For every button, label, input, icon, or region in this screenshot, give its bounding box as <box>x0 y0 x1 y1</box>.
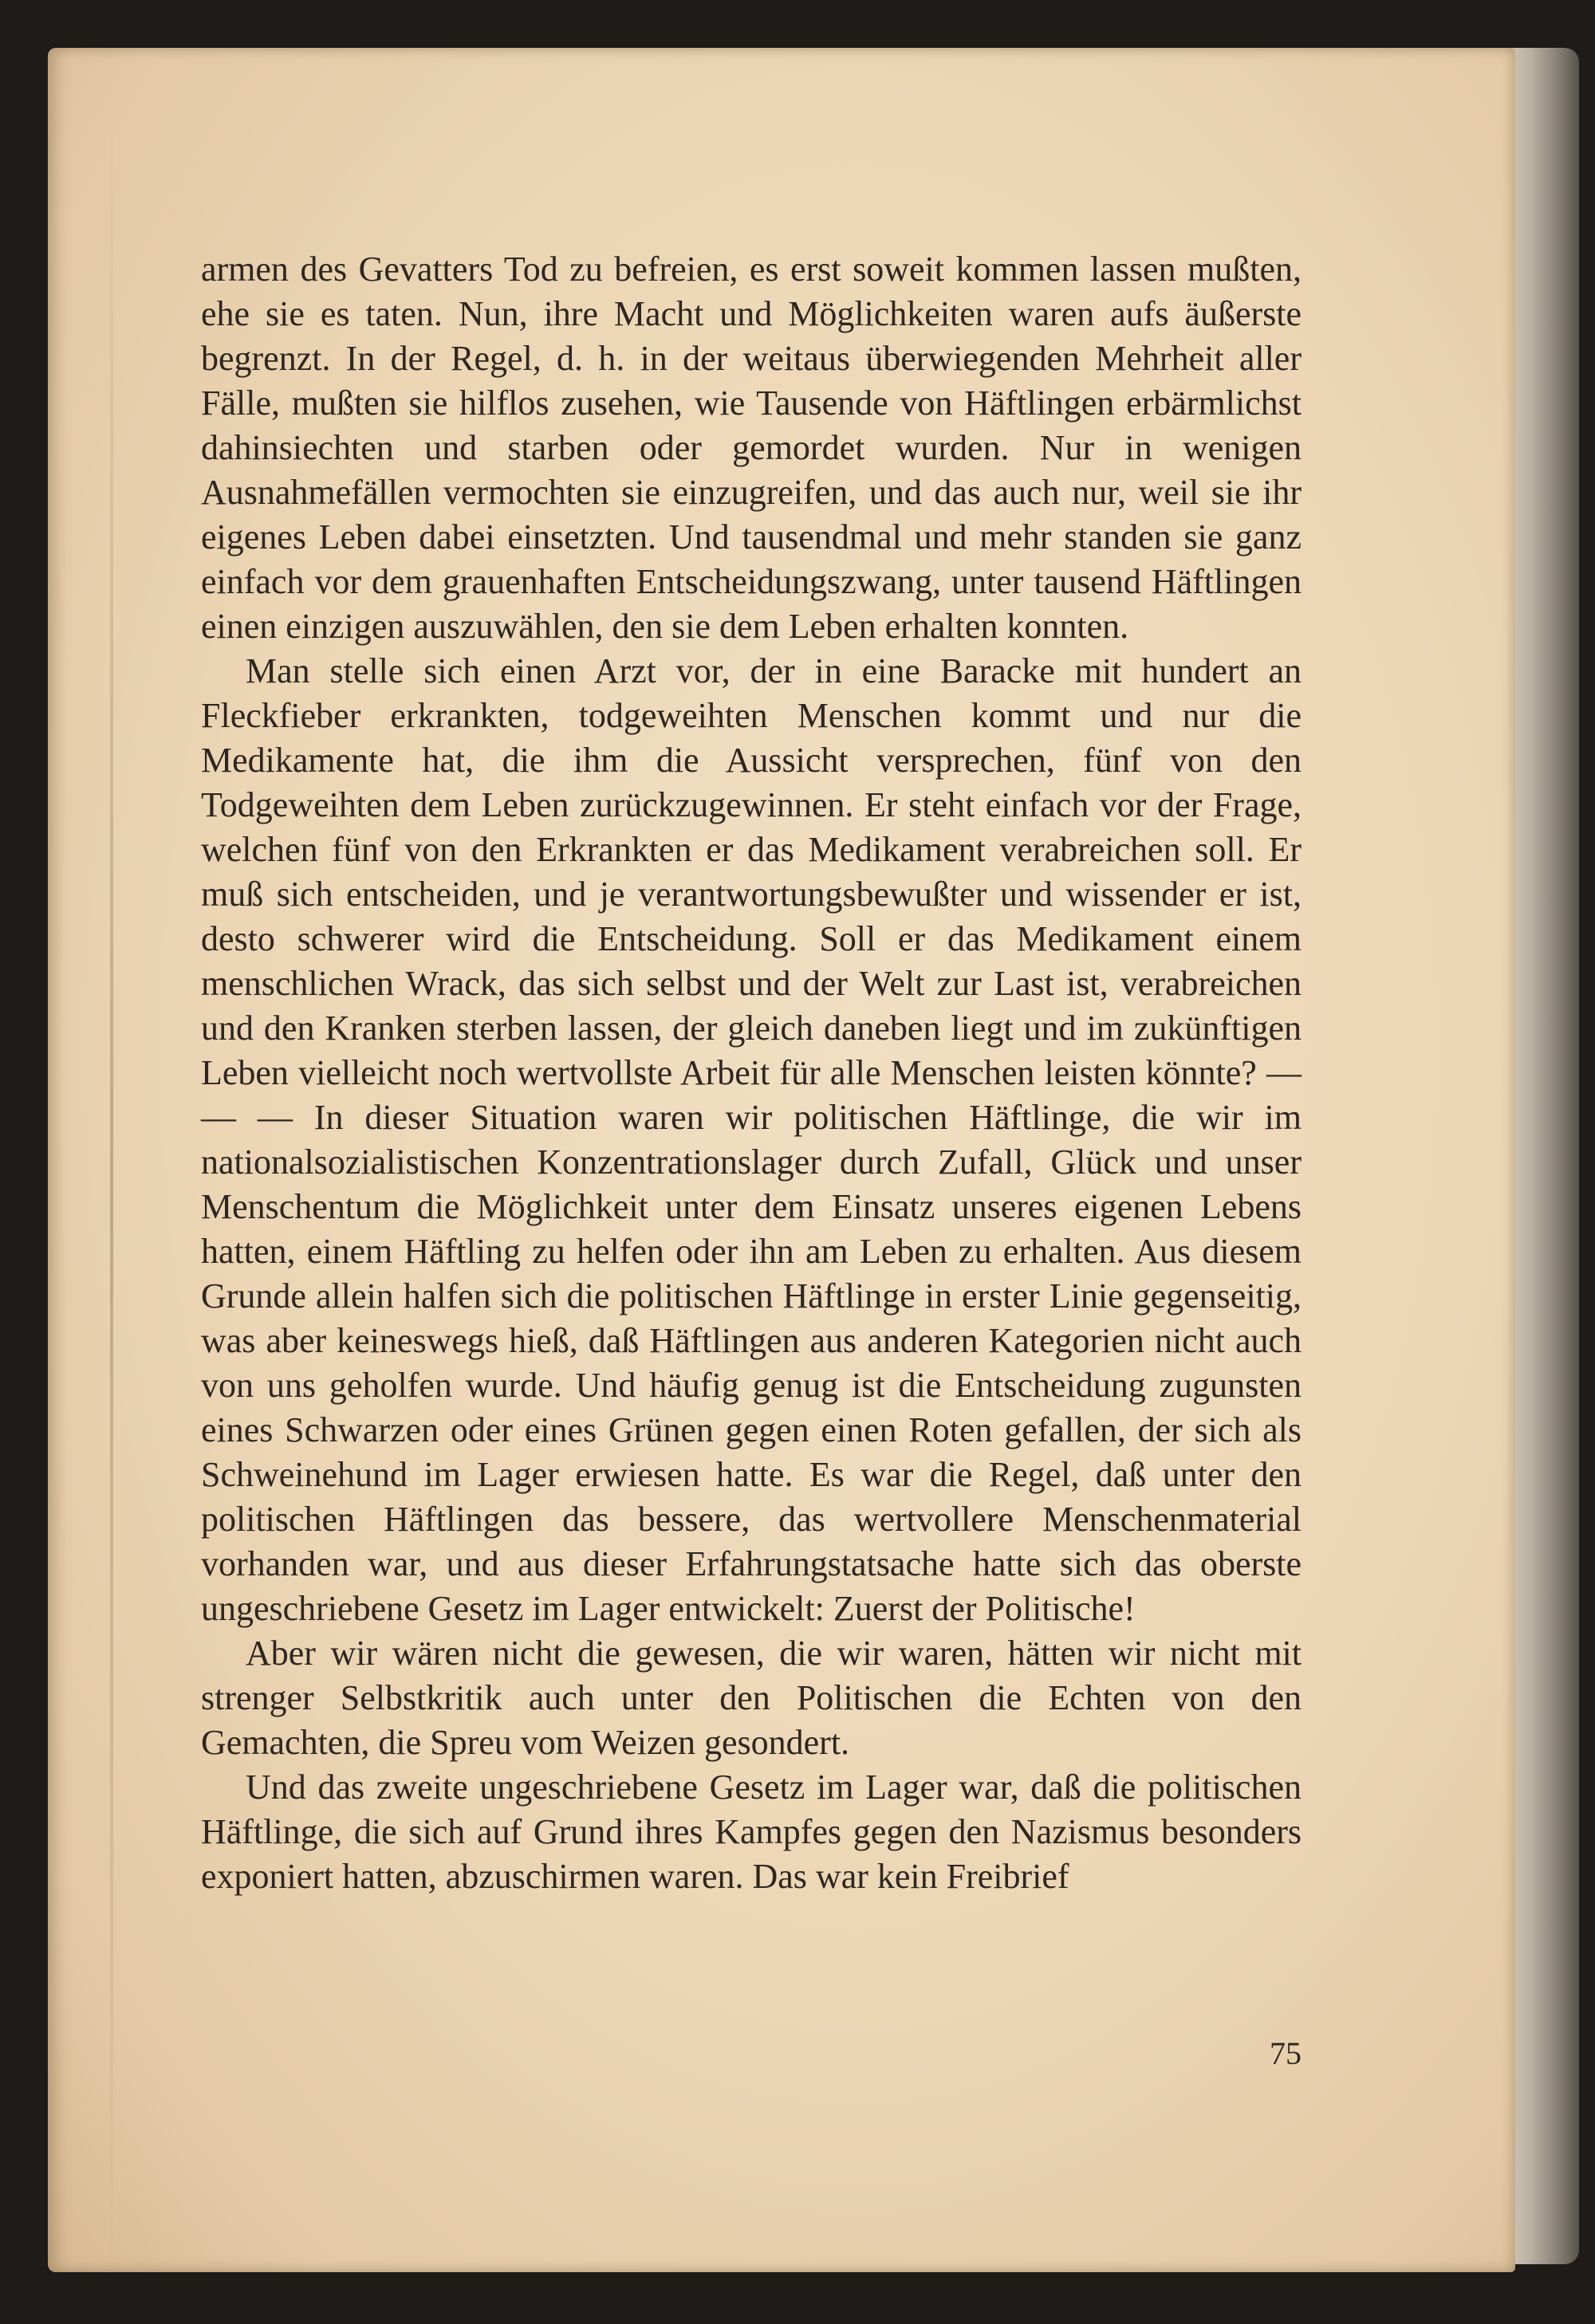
paragraph-3: Aber wir wären nicht die gewesen, die wir waren, hätten wir nicht mit strenger Selbstkritik auch unter den Politischen die Echten von den Gemachten, die Spreu vom Weizen gesondert. <box>201 1634 1302 1762</box>
gutter-shadow <box>110 104 113 2288</box>
body-text <box>201 247 1302 1899</box>
paragraph-4: Und das zweite ungeschriebene Gesetz im Lager war, daß die politischen Häftlinge, die sich auf Grund ihres Kampfes gegen den Nazismus besonders exponiert hatten, abzuschirmen waren. Das war kein Freibrief <box>201 1768 1302 1896</box>
paragraph-1: armen des Gevatters Tod zu befreien, es erst soweit kommen lassen mußten, ehe sie es taten. Nun, ihre Macht und Möglichkeiten waren aufs äußerste begrenzt. In der Regel, d. h. in der weitaus überwiegenden Mehrheit aller Fälle, mußten sie hilflos zusehen, wie Tausende von Häftlingen erbärmlichst dahinsiechten und starben oder gemordet wurden. Nur in wenigen Ausnahmefällen vermochten sie einzugreifen, und das auch nur, weil sie ihr eigenes Leben dabei einsetzten. Und tausendmal und mehr standen sie ganz einfach vor dem grauenhaften Entscheidungszwang, unter tausend Häftlingen einen einzigen auszuwählen, den sie dem Leben erhalten konnten. <box>201 250 1302 646</box>
paragraph-2: Man stelle sich einen Arzt vor, der in eine Baracke mit hundert an Fleckfieber erkrankten, todgeweihten Menschen kommt und nur die Medikamente hat, die ihm die Aussicht versprechen, fünf von den Todgeweihten dem Leben zurückzugewinnen. Er steht einfach vor der Frage, welchen fünf von den Erkrankten er das Medikament verabreichen soll. Er muß sich entscheiden, und je verantwortungsbewußter und wissender er ist, desto schwerer wird die Entscheidung. Soll er das Medikament einem menschlichen Wrack, das sich selbst und der Welt zur Last ist, verabreichen und den Kranken sterben lassen, der gleich daneben liegt und im zukünftigen Leben vielleicht noch wertvollste Arbeit für alle Menschen leisten könnte? — — — In dieser Situation waren wir politischen Häftlinge, die wir im nationalsozialistischen Konzentrationslager durch Zufall, Glück und unser Menschentum die Möglichkeit unter dem Einsatz unseres eigenen Lebens hatten, einem Häftling zu helfen oder ihn am Leben zu erhalten. Aus diesem Grunde allein halfen sich die politischen Häftlinge in erster Linie gegenseitig, was aber keineswegs hieß, daß Häftlingen aus anderen Kategorien nicht auch von uns geholfen wurde. Und häufig genug ist die Entscheidung zugunsten eines Schwarzen oder eines Grünen gegen einen Roten gefallen, der sich als Schweinehund im Lager erwiesen hatte. Es war die Regel, daß unter den politischen Häftlingen das bessere, das wertvollere Menschenmaterial vorhanden war, und aus dieser Erfahrungstatsache hatte sich das oberste ungeschriebene Gesetz im Lager entwickelt: Zuerst der Politische! <box>201 651 1302 1628</box>
page-number: 75 <box>1270 2035 1302 2071</box>
